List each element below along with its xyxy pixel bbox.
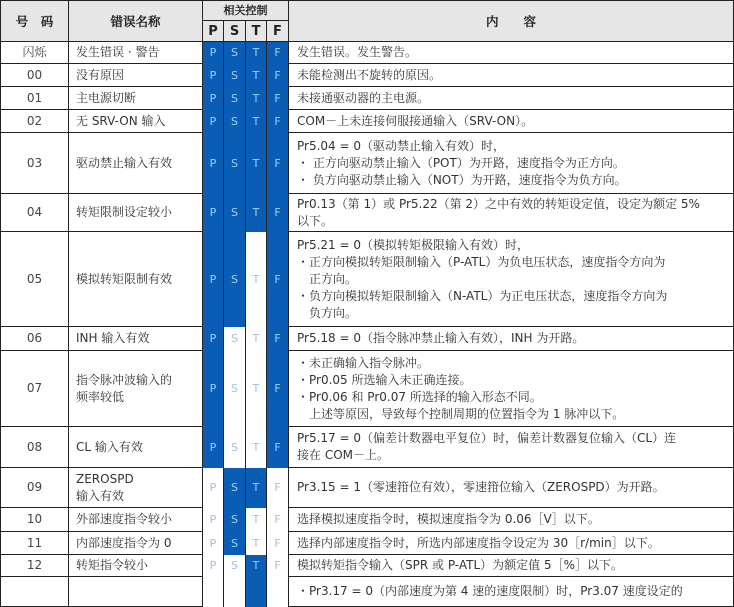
content-line: 选择内部速度指令时，所选内部速度指令设定为 30［r/min］以下。 <box>297 535 660 550</box>
error-name <box>69 133 203 194</box>
error-content <box>289 133 734 194</box>
control-flag-p: P <box>203 427 224 468</box>
header-name: 错误名称 <box>69 1 203 42</box>
error-name <box>69 577 203 607</box>
control-flag-t: T <box>246 427 267 468</box>
control-flag-p: P <box>203 351 224 427</box>
control-flag-s: S <box>224 42 246 64</box>
error-name-line: 主电源切断 <box>76 90 137 105</box>
error-name <box>69 87 203 110</box>
error-content <box>289 532 734 555</box>
content-line: COM－上未连接伺服接通输入（SRV-ON）。 <box>297 113 534 128</box>
error-name-line: 转矩限制设定较小 <box>76 205 173 219</box>
content-line: Pr5.17 = 0（偏差计数器电平复位）时，偏差计数器复位输入（CL）连 <box>297 431 677 445</box>
table-row <box>1 508 734 532</box>
table-row <box>1 327 734 351</box>
error-content <box>289 351 734 427</box>
control-flag-s: S <box>224 468 246 508</box>
control-flag-s: S <box>224 110 246 133</box>
control-flag-s: S <box>224 232 246 327</box>
content-line: Pr3.15 = 1（零速箝位有效），零速箝位输入（ZEROSPD）为开路。 <box>297 480 665 494</box>
control-flag-f: F <box>267 327 289 351</box>
control-flag-f: F <box>267 468 289 508</box>
control-flag-f: F <box>267 194 289 232</box>
error-code: 11 <box>1 532 69 555</box>
error-content <box>289 232 734 327</box>
error-code: 01 <box>1 87 69 110</box>
control-flag-f <box>267 577 289 607</box>
control-flag-f: F <box>267 42 289 64</box>
header-flag-f: F <box>267 21 289 42</box>
content-line: ・Pr0.05 所选输入未正确连接。 <box>297 372 472 387</box>
content-line: 正方向。 <box>297 271 358 286</box>
error-content <box>289 468 734 508</box>
header-code: 号 码 <box>1 1 69 42</box>
content-line: ・负方向模拟转矩限制输入（N-ATL）为正电压状态，速度指令方向为 <box>297 288 668 303</box>
error-code: 闪烁 <box>1 42 69 64</box>
error-name <box>69 532 203 555</box>
control-flag-t: T <box>246 64 267 87</box>
content-line: Pr5.18 = 0（指令脉冲禁止输入有效），INH 为开路。 <box>297 331 585 345</box>
error-name <box>69 351 203 427</box>
control-flag-p: P <box>203 327 224 351</box>
control-flag-p <box>203 577 224 607</box>
control-flag-f: F <box>267 64 289 87</box>
content-line: 发生错误。发生警告。 <box>297 45 418 59</box>
control-flag-p: P <box>203 110 224 133</box>
error-name-line: 输入有效 <box>76 488 125 503</box>
control-flag-s: S <box>224 87 246 110</box>
content-line: 以下。 <box>297 213 334 228</box>
error-code: 08 <box>1 427 69 468</box>
control-flag-f: F <box>267 555 289 577</box>
table-row <box>1 532 734 555</box>
content-line: Pr5.21 = 0（模拟转矩极限输入有效）时， <box>297 237 529 252</box>
table-row <box>1 194 734 232</box>
error-content <box>289 42 734 64</box>
error-name <box>69 64 203 87</box>
control-flag-s <box>224 577 246 607</box>
error-code: 10 <box>1 508 69 532</box>
error-code <box>1 577 69 607</box>
table-row <box>1 468 734 508</box>
content-line: 未接通驱动器的主电源。 <box>297 90 430 105</box>
error-code: 05 <box>1 232 69 327</box>
control-flag-t: T <box>246 133 267 194</box>
error-name-line: 没有原因 <box>76 67 125 82</box>
control-flag-s: S <box>224 327 246 351</box>
error-code: 12 <box>1 555 69 577</box>
control-flag-f: F <box>267 232 289 327</box>
control-flag-p: P <box>203 194 224 232</box>
control-flag-p: P <box>203 232 224 327</box>
header-flag-p: P <box>203 21 224 42</box>
content-line: Pr0.13（第 1）或 Pr5.22（第 2）之中有效的转矩设定值，设定为额定 5% <box>297 196 700 211</box>
control-flag-t: T <box>246 327 267 351</box>
content-line: 选择模拟速度指令时，模拟速度指令为 0.06［V］以下。 <box>297 512 600 526</box>
control-flag-p: P <box>203 555 224 577</box>
control-flag-t: T <box>246 110 267 133</box>
table-row <box>1 87 734 110</box>
error-name-line: 频率较低 <box>76 389 125 404</box>
error-code: 04 <box>1 194 69 232</box>
content-line: 模拟转矩指令输入（SPR 或 P-ATL）为额定值 5［%］以下。 <box>297 558 624 572</box>
error-content <box>289 555 734 577</box>
error-name <box>69 232 203 327</box>
content-line: ・ 正方向驱动禁止输入（POT）为开路，速度指令为正方向。 <box>297 155 625 170</box>
table-row <box>1 64 734 87</box>
error-name <box>69 42 203 64</box>
content-line: ・ 负方向驱动禁止输入（NOT）为开路，速度指令为负方向。 <box>297 172 627 187</box>
control-flag-p: P <box>203 87 224 110</box>
control-flag-s: S <box>224 64 246 87</box>
control-flag-p: P <box>203 64 224 87</box>
error-name <box>69 555 203 577</box>
error-content <box>289 64 734 87</box>
error-name-line: 驱动禁止输入有效 <box>76 155 173 170</box>
header-control: 相关控制 <box>203 1 289 21</box>
error-content <box>289 110 734 133</box>
control-flag-p: P <box>203 133 224 194</box>
error-content <box>289 577 734 607</box>
error-name-line: 转矩指令较小 <box>76 558 149 572</box>
error-content <box>289 87 734 110</box>
content-line: 未能检测出不旋转的原因。 <box>297 67 442 82</box>
control-flag-t <box>246 577 267 607</box>
table-row <box>1 133 734 194</box>
error-name <box>69 427 203 468</box>
error-name-line: CL 输入有效 <box>76 439 143 454</box>
error-code: 09 <box>1 468 69 508</box>
error-name <box>69 468 203 508</box>
control-flag-p: P <box>203 468 224 508</box>
error-name-line: 发生错误 · 警告 <box>76 45 160 59</box>
table-row <box>1 577 734 607</box>
error-code: 06 <box>1 327 69 351</box>
control-flag-t: T <box>246 87 267 110</box>
content-line: 上述等原因，导致每个控制周期的位置指令为 1 脉冲以下。 <box>297 406 625 421</box>
error-name-line: 模拟转矩限制有效 <box>76 271 173 286</box>
control-flag-t: T <box>246 194 267 232</box>
error-name-line: 外部速度指令较小 <box>76 512 173 526</box>
control-flag-s: S <box>224 194 246 232</box>
content-line: ・未正确输入指令脉冲。 <box>297 355 430 370</box>
error-content <box>289 327 734 351</box>
content-line: Pr5.04 = 0（驱动禁止输入有效）时， <box>297 138 505 153</box>
control-flag-s: S <box>224 508 246 532</box>
control-flag-s: S <box>224 555 246 577</box>
error-content <box>289 427 734 468</box>
table-row <box>1 42 734 64</box>
error-name <box>69 110 203 133</box>
header-flag-t: T <box>246 21 267 42</box>
content-line: 负方向。 <box>297 305 358 320</box>
table-row <box>1 351 734 427</box>
error-code: 00 <box>1 64 69 87</box>
error-code: 03 <box>1 133 69 194</box>
error-content <box>289 508 734 532</box>
control-flag-t: T <box>246 555 267 577</box>
error-name-line: 无 SRV-ON 输入 <box>76 113 166 128</box>
control-flag-f: F <box>267 110 289 133</box>
control-flag-s: S <box>224 532 246 555</box>
control-flag-p: P <box>203 508 224 532</box>
control-flag-t: T <box>246 508 267 532</box>
control-flag-t: T <box>246 42 267 64</box>
control-flag-f: F <box>267 532 289 555</box>
control-flag-t: T <box>246 532 267 555</box>
table-row <box>1 110 734 133</box>
content-line: ・正方向模拟转矩限制输入（P-ATL）为负电压状态，速度指令方向为 <box>297 254 666 269</box>
table-row <box>1 232 734 327</box>
header-flag-s: S <box>224 21 246 42</box>
control-flag-t: T <box>246 232 267 327</box>
control-flag-t: T <box>246 351 267 427</box>
content-line: ・Pr3.17 = 0（内部速度为第 4 速的速度限制）时，Pr3.07 速度设定的 <box>297 584 683 598</box>
control-flag-f: F <box>267 133 289 194</box>
control-flag-f: F <box>267 508 289 532</box>
error-name <box>69 327 203 351</box>
content-line: 接在 COM－上。 <box>297 448 389 462</box>
error-content <box>289 194 734 232</box>
error-name <box>69 194 203 232</box>
control-flag-s: S <box>224 427 246 468</box>
control-flag-f: F <box>267 427 289 468</box>
control-flag-t: T <box>246 468 267 508</box>
error-name-line: ZEROSPD <box>76 471 134 486</box>
error-name-line: 内部速度指令为 0 <box>76 535 172 550</box>
control-flag-f: F <box>267 87 289 110</box>
error-name <box>69 508 203 532</box>
table-row <box>1 427 734 468</box>
control-flag-f: F <box>267 351 289 427</box>
control-flag-s: S <box>224 133 246 194</box>
control-flag-p: P <box>203 532 224 555</box>
error-name-line: INH 输入有效 <box>76 331 150 345</box>
content-line: ・Pr0.06 和 Pr0.07 所选择的输入形态不同。 <box>297 389 542 404</box>
error-name-line: 指令脉冲波输入的 <box>76 372 173 387</box>
control-flag-s: S <box>224 351 246 427</box>
control-flag-p: P <box>203 42 224 64</box>
header-content: 内 容 <box>289 1 734 42</box>
error-code: 02 <box>1 110 69 133</box>
error-code: 07 <box>1 351 69 427</box>
table-row <box>1 555 734 577</box>
